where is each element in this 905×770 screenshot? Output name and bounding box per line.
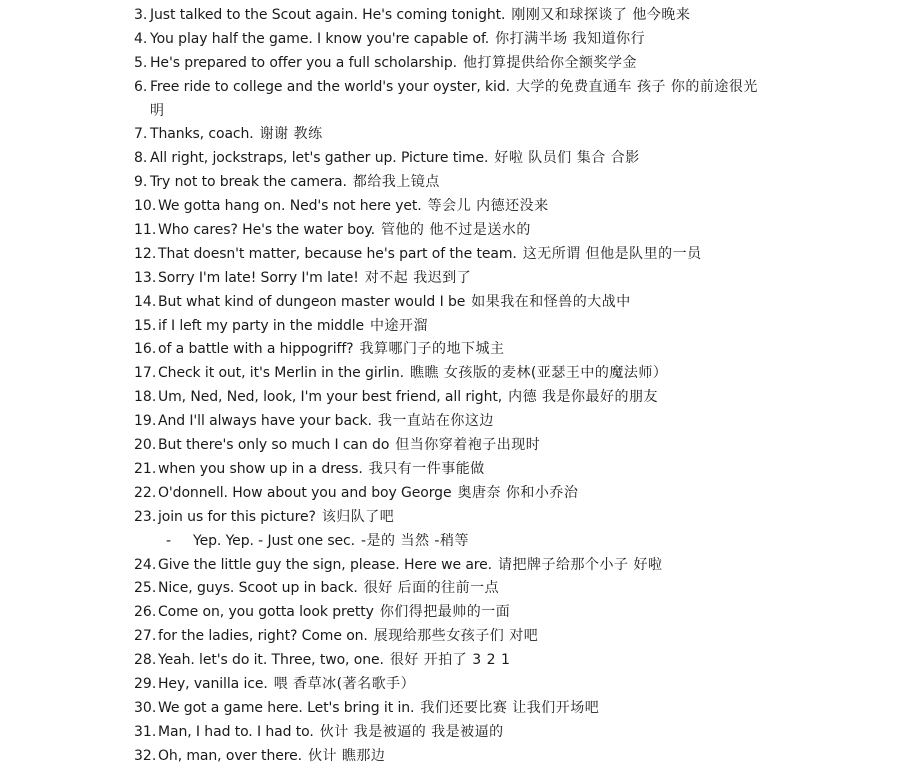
line-text <box>150 4 690 28</box>
english-text: Nice, guys. Scoot up in back. <box>158 580 358 597</box>
chinese-text: 我们还要比赛 让我们开场吧 <box>420 699 600 716</box>
english-text: But what kind of dungeon master would I be <box>158 293 466 310</box>
line-text <box>158 362 667 386</box>
chinese-text: 奥唐奈 你和小乔治 <box>457 484 579 501</box>
subtitle-line <box>0 673 905 697</box>
subtitle-line <box>0 649 905 673</box>
chinese-text: 等会儿 内德还没来 <box>427 198 549 215</box>
line-number: 32. <box>134 747 157 764</box>
subtitle-line <box>0 410 905 434</box>
line-text <box>158 625 538 649</box>
line-number: 21. <box>134 460 157 477</box>
english-text: Um, Ned, Ned, look, I'm your best friend, all right, <box>158 389 503 406</box>
subtitle-line <box>0 721 905 745</box>
chinese-text: 伙计 我是被逼的 我是被逼的 <box>319 723 504 740</box>
line-number: 22. <box>134 484 157 501</box>
chinese-text: 管他的 他不过是送水的 <box>380 222 531 239</box>
line-number: 31. <box>134 723 157 740</box>
chinese-text: 你们得把最帅的一面 <box>379 604 511 621</box>
chinese-text: 我算哪门子的地下城主 <box>359 341 505 358</box>
english-text: Who cares? He's the water boy. <box>158 222 375 239</box>
line-text <box>150 28 645 52</box>
line-text <box>158 649 510 673</box>
english-text: Oh, man, over there. <box>158 747 302 764</box>
chinese-text: 大学的免费直通车 孩子 你的前途很光 <box>516 78 758 95</box>
subtitle-line <box>0 219 905 243</box>
line-text <box>158 338 504 362</box>
line-text <box>158 243 702 267</box>
subtitle-line <box>0 28 905 52</box>
subtitle-line <box>0 506 905 530</box>
subtitle-line <box>0 195 905 219</box>
line-number: 12. <box>134 245 157 262</box>
subtitle-line <box>0 362 905 386</box>
line-number: 8. <box>134 150 148 167</box>
english-text: when you show up in a dress. <box>158 460 363 477</box>
english-text: And I'll always have your back. <box>158 413 372 430</box>
line-number: 16. <box>134 341 157 358</box>
line-number: 15. <box>134 317 157 334</box>
line-text <box>158 434 540 458</box>
english-text: That doesn't matter, because he's part of the team. <box>158 245 517 262</box>
chinese-text: 如果我在和怪兽的大战中 <box>471 293 631 310</box>
line-text <box>158 745 385 769</box>
subtitle-line <box>0 243 905 267</box>
line-text <box>158 721 504 745</box>
english-text: All right, jockstraps, let's gather up. Picture time. <box>150 150 489 167</box>
chinese-text: 伙计 瞧那边 <box>307 747 386 764</box>
line-text <box>158 291 631 315</box>
line-number: 27. <box>134 628 157 645</box>
line-text <box>158 219 531 243</box>
english-text: of a battle with a hippogriff? <box>158 341 354 358</box>
line-number: 5. <box>134 54 148 71</box>
chinese-text: 好啦 队员们 集合 合影 <box>494 150 640 167</box>
line-text <box>158 386 658 410</box>
subtitle-line <box>0 267 905 291</box>
line-text <box>150 76 770 100</box>
english-text: Just talked to the Scout again. He's coming tonight. <box>150 7 506 23</box>
english-text: O'donnell. How about you and boy George <box>158 484 452 501</box>
line-number: 13. <box>134 269 157 286</box>
chinese-text: 请把牌子给那个小子 好啦 <box>498 556 663 573</box>
line-text <box>150 147 640 171</box>
subtitle-line <box>0 434 905 458</box>
line-text <box>158 697 599 721</box>
english-text: Yeah. let's do it. Three, two, one. <box>158 652 384 669</box>
line-text <box>158 506 394 530</box>
line-text <box>158 267 471 291</box>
subtitle-line <box>0 458 905 482</box>
subtitle-line <box>0 147 905 171</box>
chinese-text: 展现给那些女孩子们 对吧 <box>373 628 539 645</box>
english-text: But there's only so much I can do <box>158 437 390 454</box>
english-text: Thanks, coach. <box>150 126 254 143</box>
subtitle-document <box>0 4 905 769</box>
line-text <box>158 410 494 434</box>
line-text <box>158 673 415 697</box>
line-text <box>193 530 469 554</box>
english-text: Hey, vanilla ice. <box>158 675 268 692</box>
subtitle-line <box>0 554 905 578</box>
subtitle-line <box>0 697 905 721</box>
chinese-text: 这无所谓 但他是队里的一员 <box>522 245 702 262</box>
subtitle-line <box>0 386 905 410</box>
english-text: join us for this picture? <box>158 508 316 525</box>
chinese-text: 对不起 我迟到了 <box>364 269 472 286</box>
subtitle-line <box>0 745 905 769</box>
english-text: for the ladies, right? Come on. <box>158 628 368 645</box>
subtitle-line <box>0 291 905 315</box>
subtitle-line <box>0 123 905 147</box>
chinese-text: 瞧瞧 女孩版的麦林(亚瑟王中的魔法师） <box>409 365 668 382</box>
line-text <box>158 482 578 506</box>
chinese-text: 该归队了吧 <box>321 508 395 525</box>
line-text <box>150 171 440 195</box>
chinese-text: 他打算提供给你全额奖学金 <box>462 54 637 71</box>
chinese-text: 中途开溜 <box>370 317 429 334</box>
english-text: Free ride to college and the world's your oyster, kid. <box>150 78 510 95</box>
line-number: 23. <box>134 508 157 525</box>
line-number: 4. <box>134 30 148 47</box>
english-text: if I left my party in the middle <box>158 317 365 334</box>
english-text: We gotta hang on. Ned's not here yet. <box>158 198 422 215</box>
line-number: 28. <box>134 652 157 669</box>
english-text: Give the little guy the sign, please. Here we are. <box>158 556 493 573</box>
line-number: 26. <box>134 604 157 621</box>
chinese-text: 谢谢 教练 <box>259 126 323 143</box>
line-number: 20. <box>134 437 157 454</box>
subtitle-line <box>0 4 905 28</box>
line-number: 9. <box>134 174 148 191</box>
english-text: He's prepared to offer you a full scholarship. <box>150 54 457 71</box>
chinese-text: 很好 开拍了 3 2 1 <box>389 652 511 669</box>
chinese-text: -是的 当然 -稍等 <box>360 532 469 549</box>
subtitle-line <box>0 601 905 625</box>
subtitle-line <box>0 625 905 649</box>
chinese-text-continuation: 明 <box>150 102 164 119</box>
english-text: Man, I had to. I had to. <box>158 723 314 740</box>
line-number: 10. <box>134 198 157 215</box>
subtitle-line <box>0 76 905 124</box>
subtitle-line <box>0 338 905 362</box>
english-text: You play half the game. I know you're capable of. <box>150 30 490 47</box>
line-text <box>158 315 428 339</box>
line-number: 7. <box>134 126 148 143</box>
subtitle-line <box>0 530 905 554</box>
chinese-text: 都给我上镜点 <box>352 174 440 191</box>
chinese-text: 你打满半场 我知道你行 <box>495 30 646 47</box>
line-number: 6. <box>134 78 148 95</box>
chinese-text: 刚刚又和球探谈了 他今晚来 <box>511 7 691 23</box>
line-number: 19. <box>134 413 157 430</box>
line-number: 25. <box>134 580 157 597</box>
english-text: We got a game here. Let's bring it in. <box>158 699 415 716</box>
subtitle-line <box>0 482 905 506</box>
line-text <box>158 577 499 601</box>
line-number: 11. <box>134 222 157 239</box>
line-number: 14. <box>134 293 157 310</box>
chinese-text: 我一直站在你这边 <box>377 413 494 430</box>
english-text: Yep. Yep. - Just one sec. <box>193 532 355 549</box>
line-text <box>150 52 637 76</box>
chinese-text: 喂 香草冰(著名歌手） <box>273 675 416 692</box>
chinese-text: 我只有一件事能做 <box>368 460 485 477</box>
english-text: Sorry I'm late! Sorry I'm late! <box>158 269 359 286</box>
line-text <box>150 123 323 147</box>
line-number: 24. <box>134 556 157 573</box>
chinese-text: 但当你穿着袍子出现时 <box>395 437 541 454</box>
line-number: 3. <box>134 7 148 23</box>
subtitle-line <box>0 171 905 195</box>
line-number: 29. <box>134 675 157 692</box>
line-text <box>158 195 549 219</box>
chinese-text: 很好 后面的往前一点 <box>363 580 500 597</box>
line-number: 30. <box>134 699 157 716</box>
line-number: 17. <box>134 365 157 382</box>
line-text <box>158 601 510 625</box>
english-text: Try not to break the camera. <box>150 174 347 191</box>
subtitle-line <box>0 577 905 601</box>
english-text: Check it out, it's Merlin in the girlin. <box>158 365 404 382</box>
subtitle-line <box>0 315 905 339</box>
chinese-text: 内德 我是你最好的朋友 <box>508 389 659 406</box>
line-number: 18. <box>134 389 157 406</box>
line-text <box>158 458 485 482</box>
english-text: Come on, you gotta look pretty <box>158 604 374 621</box>
bullet-marker: - <box>166 532 172 549</box>
line-text <box>158 554 662 578</box>
subtitle-line <box>0 52 905 76</box>
